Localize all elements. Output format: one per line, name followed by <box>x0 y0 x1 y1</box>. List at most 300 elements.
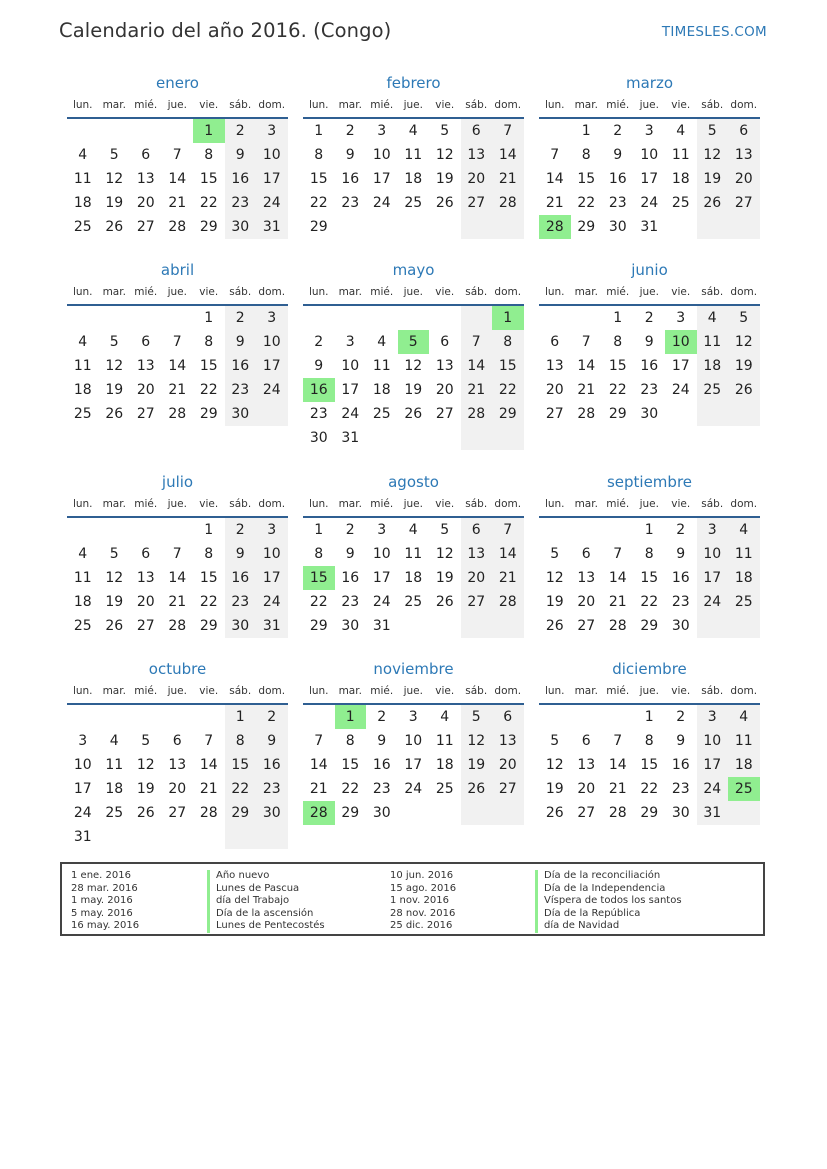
day-cell: 4 <box>728 518 760 542</box>
day-cell: 23 <box>309 406 328 422</box>
weekday-label: vie. <box>199 498 219 510</box>
day-cell: 20 <box>728 167 760 191</box>
day-cell: 19 <box>105 382 124 398</box>
day-cell: 29 <box>225 801 257 825</box>
day-cell: 31 <box>256 614 288 638</box>
weekday-label: lun. <box>308 99 329 111</box>
weekday-label: dom. <box>494 685 522 697</box>
month-name: mayo <box>392 261 435 279</box>
weekday-label: jue. <box>167 685 187 697</box>
day-cell: 8 <box>492 330 524 354</box>
day-cell: 29 <box>492 402 524 426</box>
empty-cell <box>697 402 729 426</box>
weekday-label: lun. <box>544 685 565 697</box>
day-cell: 14 <box>461 354 493 378</box>
empty-cell <box>398 426 430 450</box>
day-cell: 25 <box>105 805 124 821</box>
day-cell: 23 <box>256 777 288 801</box>
day-cell: 18 <box>404 171 423 187</box>
day-cell: 7 <box>172 334 182 350</box>
day-cell: 15 <box>608 358 627 374</box>
weekday-label: sáb. <box>701 286 724 298</box>
day-cell: 7 <box>314 733 324 749</box>
day-cell: 19 <box>404 382 423 398</box>
weekday-label: sáb. <box>465 286 488 298</box>
weekday-label: jue. <box>403 685 423 697</box>
day-cell: 10 <box>256 330 288 354</box>
legend-holiday-name: Día de la Independencia <box>535 883 682 896</box>
holiday-day-cell: 10 <box>665 330 697 354</box>
weekday-label: jue. <box>639 685 659 697</box>
brand-link[interactable]: TIMESLES.COM <box>661 24 767 40</box>
day-cell: 3 <box>256 119 288 143</box>
day-cell: 3 <box>345 334 355 350</box>
weekday-label: mié. <box>134 498 158 510</box>
empty-cell <box>99 705 131 729</box>
empty-cell <box>193 825 225 849</box>
day-cell: 23 <box>225 378 257 402</box>
day-cell: 27 <box>136 618 155 634</box>
day-cell: 17 <box>697 566 729 590</box>
day-cell: 1 <box>204 522 214 538</box>
day-cell: 25 <box>697 378 729 402</box>
legend-date: 1 ene. 2016 <box>71 870 131 881</box>
day-cell: 9 <box>613 147 623 163</box>
empty-cell <box>539 119 571 143</box>
weekday-label: vie. <box>671 498 691 510</box>
day-cell: 5 <box>109 334 119 350</box>
day-cell: 12 <box>461 729 493 753</box>
day-grid <box>67 518 288 638</box>
day-cell: 4 <box>78 546 88 562</box>
day-cell: 18 <box>671 171 690 187</box>
day-cell: 6 <box>141 546 151 562</box>
legend-date: 28 nov. 2016 <box>390 907 456 919</box>
day-cell: 4 <box>78 334 88 350</box>
empty-cell <box>67 518 99 542</box>
day-cell: 17 <box>697 753 729 777</box>
day-cell: 14 <box>309 757 328 773</box>
month-marzo <box>539 72 760 239</box>
weekday-label: mar. <box>102 286 126 298</box>
day-cell: 18 <box>73 195 92 211</box>
weekday-label: dom. <box>730 498 758 510</box>
day-grid <box>303 306 524 450</box>
day-cell: 16 <box>225 566 257 590</box>
day-cell: 30 <box>608 219 627 235</box>
day-cell: 24 <box>73 805 92 821</box>
day-cell: 11 <box>728 542 760 566</box>
day-cell: 2 <box>676 522 686 538</box>
weekday-header <box>303 94 524 116</box>
month-name: agosto <box>388 473 439 491</box>
day-cell: 31 <box>697 801 729 825</box>
day-cell: 11 <box>671 147 690 163</box>
weekday-label: lun. <box>308 685 329 697</box>
empty-cell <box>366 215 398 239</box>
weekday-label: mié. <box>134 99 158 111</box>
day-cell: 4 <box>408 522 418 538</box>
day-cell: 29 <box>640 618 659 634</box>
day-cell: 9 <box>256 729 288 753</box>
day-cell: 10 <box>256 542 288 566</box>
day-cell: 26 <box>435 195 454 211</box>
empty-cell <box>728 215 760 239</box>
empty-cell <box>99 518 131 542</box>
month-enero <box>67 72 288 239</box>
empty-cell <box>366 426 398 450</box>
day-cell: 9 <box>314 358 324 374</box>
day-cell: 28 <box>608 805 627 821</box>
empty-cell <box>539 705 571 729</box>
day-cell: 23 <box>640 382 659 398</box>
empty-cell <box>571 705 603 729</box>
day-cell: 10 <box>697 729 729 753</box>
day-cell: 21 <box>199 781 218 797</box>
weekday-label: sáb. <box>229 498 252 510</box>
day-cell: 2 <box>345 522 355 538</box>
day-cell: 24 <box>697 590 729 614</box>
day-cell: 5 <box>550 733 560 749</box>
day-cell: 24 <box>372 195 391 211</box>
weekday-header <box>303 281 524 303</box>
day-cell: 12 <box>404 358 423 374</box>
empty-cell <box>398 614 430 638</box>
weekday-label: mar. <box>102 99 126 111</box>
day-cell: 3 <box>697 705 729 729</box>
day-cell: 30 <box>640 406 659 422</box>
day-cell: 2 <box>225 306 257 330</box>
day-cell: 26 <box>461 777 493 801</box>
empty-cell <box>697 215 729 239</box>
day-cell: 19 <box>545 594 564 610</box>
weekday-label: lun. <box>72 498 93 510</box>
day-cell: 19 <box>105 594 124 610</box>
day-cell: 27 <box>545 406 564 422</box>
day-cell: 27 <box>728 191 760 215</box>
day-cell: 13 <box>136 171 155 187</box>
day-cell: 3 <box>256 518 288 542</box>
day-cell: 5 <box>728 306 760 330</box>
day-cell: 21 <box>309 781 328 797</box>
day-cell: 1 <box>204 310 214 326</box>
legend-holiday-name: Lunes de Pascua <box>207 883 325 896</box>
day-cell: 5 <box>141 733 151 749</box>
day-cell: 29 <box>640 805 659 821</box>
day-cell: 8 <box>225 729 257 753</box>
day-cell: 20 <box>136 382 155 398</box>
day-cell: 5 <box>440 522 450 538</box>
day-cell: 15 <box>492 354 524 378</box>
day-cell: 1 <box>225 705 257 729</box>
day-cell: 1 <box>581 123 591 139</box>
day-cell: 26 <box>404 406 423 422</box>
empty-cell <box>429 614 461 638</box>
day-cell: 30 <box>372 805 391 821</box>
empty-cell <box>162 518 194 542</box>
holiday-day-cell: 1 <box>335 705 367 729</box>
month-noviembre <box>303 658 524 825</box>
day-cell: 19 <box>697 167 729 191</box>
day-cell: 22 <box>640 594 659 610</box>
empty-cell <box>571 518 603 542</box>
weekday-label: jue. <box>403 498 423 510</box>
weekday-label: sáb. <box>701 99 724 111</box>
day-cell: 11 <box>404 546 423 562</box>
empty-cell <box>162 119 194 143</box>
month-julio <box>67 471 288 638</box>
weekday-label: mar. <box>574 498 598 510</box>
day-cell: 21 <box>168 594 187 610</box>
day-cell: 31 <box>256 215 288 239</box>
day-cell: 11 <box>404 147 423 163</box>
day-cell: 15 <box>577 171 596 187</box>
day-cell: 21 <box>461 378 493 402</box>
weekday-label: vie. <box>435 498 455 510</box>
weekday-label: dom. <box>730 286 758 298</box>
weekday-label: mar. <box>574 286 598 298</box>
day-cell: 12 <box>105 570 124 586</box>
day-cell: 14 <box>545 171 564 187</box>
day-cell: 10 <box>341 358 360 374</box>
weekday-label: mié. <box>606 286 630 298</box>
empty-cell <box>728 614 760 638</box>
day-cell: 5 <box>461 705 493 729</box>
day-cell: 25 <box>728 590 760 614</box>
day-cell: 29 <box>608 406 627 422</box>
empty-cell <box>602 705 634 729</box>
day-cell: 10 <box>404 733 423 749</box>
day-cell: 13 <box>545 358 564 374</box>
day-cell: 26 <box>697 191 729 215</box>
legend-holiday-name: Año nuevo <box>207 870 325 883</box>
day-cell: 17 <box>372 570 391 586</box>
day-cell: 16 <box>671 570 690 586</box>
weekday-label: sáb. <box>465 498 488 510</box>
day-cell: 15 <box>199 358 218 374</box>
day-cell: 5 <box>550 546 560 562</box>
weekday-label: vie. <box>199 286 219 298</box>
day-cell: 14 <box>608 757 627 773</box>
weekday-header <box>303 680 524 702</box>
day-cell: 16 <box>608 171 627 187</box>
day-cell: 5 <box>440 123 450 139</box>
legend-names-right <box>535 870 682 933</box>
month-name: noviembre <box>373 660 454 678</box>
legend-holiday-name: día de Navidad <box>535 920 682 933</box>
day-cell: 23 <box>341 594 360 610</box>
day-cell: 29 <box>309 219 328 235</box>
legend-date: 10 jun. 2016 <box>390 870 454 881</box>
day-cell: 2 <box>225 518 257 542</box>
legend-date: 28 mar. 2016 <box>71 882 138 894</box>
day-cell: 4 <box>697 306 729 330</box>
empty-cell <box>461 306 493 330</box>
empty-cell <box>429 215 461 239</box>
day-cell: 13 <box>577 757 596 773</box>
day-cell: 15 <box>640 757 659 773</box>
empty-cell <box>398 306 430 330</box>
weekday-label: vie. <box>435 286 455 298</box>
day-cell: 11 <box>73 358 92 374</box>
weekday-header <box>539 281 760 303</box>
weekday-label: mié. <box>606 498 630 510</box>
weekday-label: sáb. <box>229 685 252 697</box>
day-cell: 18 <box>728 753 760 777</box>
empty-cell <box>130 518 162 542</box>
day-cell: 19 <box>435 570 454 586</box>
weekday-label: dom. <box>258 498 286 510</box>
day-cell: 9 <box>345 546 355 562</box>
month-name: enero <box>156 74 199 92</box>
day-cell: 30 <box>671 805 690 821</box>
day-grid <box>539 705 760 825</box>
day-cell: 21 <box>492 566 524 590</box>
day-cell: 8 <box>204 546 214 562</box>
weekday-header <box>67 493 288 515</box>
day-cell: 22 <box>492 378 524 402</box>
empty-cell <box>492 614 524 638</box>
holiday-day-cell: 16 <box>303 378 335 402</box>
empty-cell <box>130 825 162 849</box>
day-cell: 13 <box>136 570 155 586</box>
weekday-label: mar. <box>338 685 362 697</box>
day-cell: 17 <box>73 781 92 797</box>
day-cell: 19 <box>435 171 454 187</box>
day-cell: 30 <box>256 801 288 825</box>
weekday-label: vie. <box>671 685 691 697</box>
day-grid <box>539 119 760 239</box>
legend-holiday-name: Día de la reconciliación <box>535 870 682 883</box>
day-cell: 7 <box>172 147 182 163</box>
day-cell: 14 <box>168 171 187 187</box>
weekday-label: lun. <box>544 498 565 510</box>
day-cell: 17 <box>256 354 288 378</box>
day-cell: 6 <box>581 546 591 562</box>
day-grid <box>67 705 288 849</box>
day-cell: 17 <box>404 757 423 773</box>
weekday-header <box>303 493 524 515</box>
empty-cell <box>461 215 493 239</box>
empty-cell <box>665 215 697 239</box>
day-cell: 16 <box>256 753 288 777</box>
day-cell: 13 <box>168 757 187 773</box>
weekday-label: mié. <box>134 286 158 298</box>
day-cell: 18 <box>73 382 92 398</box>
day-cell: 18 <box>435 757 454 773</box>
day-cell: 30 <box>225 215 257 239</box>
day-cell: 5 <box>109 147 119 163</box>
day-cell: 26 <box>105 406 124 422</box>
day-cell: 10 <box>73 757 92 773</box>
empty-cell <box>429 306 461 330</box>
day-cell: 20 <box>577 594 596 610</box>
weekday-header <box>67 94 288 116</box>
weekday-label: jue. <box>167 498 187 510</box>
weekday-label: dom. <box>730 99 758 111</box>
weekday-label: dom. <box>494 498 522 510</box>
day-cell: 20 <box>461 167 493 191</box>
day-cell: 9 <box>676 546 686 562</box>
day-cell: 21 <box>168 195 187 211</box>
empty-cell <box>461 614 493 638</box>
day-cell: 11 <box>73 570 92 586</box>
day-cell: 23 <box>608 195 627 211</box>
empty-cell <box>366 306 398 330</box>
empty-cell <box>130 705 162 729</box>
empty-cell <box>67 306 99 330</box>
weekday-label: mié. <box>370 286 394 298</box>
weekday-label: dom. <box>258 286 286 298</box>
day-cell: 12 <box>105 171 124 187</box>
day-cell: 25 <box>73 618 92 634</box>
day-cell: 26 <box>545 805 564 821</box>
weekday-label: mar. <box>338 99 362 111</box>
day-cell: 9 <box>225 330 257 354</box>
day-cell: 16 <box>372 757 391 773</box>
weekday-label: jue. <box>167 99 187 111</box>
day-cell: 24 <box>697 777 729 801</box>
day-cell: 30 <box>341 618 360 634</box>
day-cell: 28 <box>492 191 524 215</box>
day-cell: 14 <box>577 358 596 374</box>
day-cell: 24 <box>404 781 423 797</box>
month-abril <box>67 259 288 426</box>
legend-holiday-name: Lunes de Pentecostés <box>207 920 325 933</box>
day-cell: 8 <box>581 147 591 163</box>
day-cell: 13 <box>492 729 524 753</box>
empty-cell <box>256 825 288 849</box>
day-cell: 28 <box>199 805 218 821</box>
day-cell: 17 <box>256 167 288 191</box>
day-cell: 3 <box>377 123 387 139</box>
legend-date: 15 ago. 2016 <box>390 882 457 894</box>
day-cell: 31 <box>73 829 92 845</box>
day-cell: 11 <box>697 330 729 354</box>
weekday-label: mar. <box>338 498 362 510</box>
day-cell: 6 <box>440 334 450 350</box>
legend-dates-right <box>390 870 456 933</box>
day-cell: 25 <box>435 781 454 797</box>
empty-cell <box>492 801 524 825</box>
empty-cell <box>571 306 603 330</box>
month-name: diciembre <box>612 660 687 678</box>
day-cell: 6 <box>581 733 591 749</box>
day-cell: 11 <box>105 757 124 773</box>
day-cell: 16 <box>671 757 690 773</box>
day-cell: 29 <box>341 805 360 821</box>
day-cell: 22 <box>309 594 328 610</box>
day-cell: 29 <box>309 618 328 634</box>
empty-cell <box>225 825 257 849</box>
empty-cell <box>492 426 524 450</box>
day-cell: 1 <box>644 709 654 725</box>
weekday-label: jue. <box>167 286 187 298</box>
day-cell: 15 <box>225 753 257 777</box>
holiday-day-cell: 1 <box>492 306 524 330</box>
day-cell: 21 <box>577 382 596 398</box>
day-cell: 7 <box>613 733 623 749</box>
empty-cell <box>398 801 430 825</box>
day-cell: 6 <box>141 334 151 350</box>
empty-cell <box>193 705 225 729</box>
empty-cell <box>335 215 367 239</box>
day-cell: 27 <box>168 805 187 821</box>
day-grid <box>303 119 524 239</box>
day-cell: 1 <box>314 123 324 139</box>
empty-cell <box>665 402 697 426</box>
weekday-label: mar. <box>338 286 362 298</box>
